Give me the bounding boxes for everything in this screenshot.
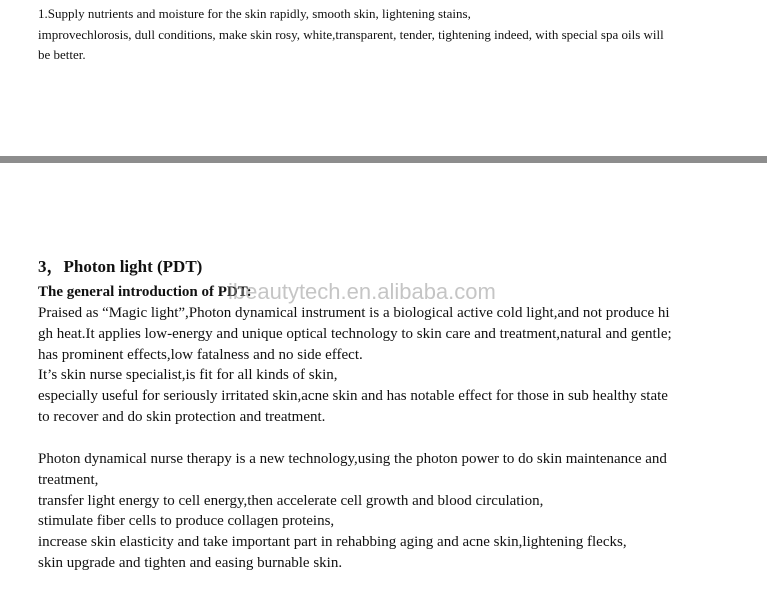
watermark: ibeautytech.en.alibaba.com (228, 279, 496, 304)
paragraph-line: be better. (38, 47, 86, 62)
body-block-intro (38, 303, 728, 428)
body-line: It’s skin nurse specialist,is fit for all kinds of skin, (38, 367, 338, 384)
body-line: to recover and do skin protection and treatment. (38, 408, 326, 425)
body-line: gh heat.It applies low-energy and unique optical technology to skin care and treatment,natural and gentle; (38, 325, 672, 342)
section-divider (0, 156, 767, 163)
body-line: treatment, (38, 471, 99, 488)
body-line: stimulate fiber cells to produce collagen proteins, (38, 513, 335, 530)
body-line: Praised as “Magic light”,Photon dynamical instrument is a biological active cold light,and not produce hi (38, 305, 670, 321)
paragraph-line: 1.Supply nutrients and moisture for the skin rapidly, smooth skin, lightening stains, (38, 6, 471, 21)
section-heading: 3，Photon light (PDT) (38, 257, 203, 276)
body-line: especially useful for seriously irritated skin,acne skin and has notable effect for those in sub healthy state (38, 388, 668, 405)
body-line: transfer light energy to cell energy,then accelerate cell growth and blood circulation, (38, 492, 544, 509)
body-line: has prominent effects,low fatalness and no side effect. (38, 346, 363, 363)
body-block-therapy (38, 449, 728, 574)
paragraph-line: improvechlorosis, dull conditions, make skin rosy, white,transparent, tender, tightening indeed, with special spa oils will (38, 26, 664, 42)
intro-heading: The general introduction of PDT: (38, 284, 252, 300)
body-line: increase skin elasticity and take important part in rehabbing aging and acne skin,lightening flecks, (38, 534, 627, 551)
top-paragraph (38, 4, 738, 66)
body-line: Photon dynamical nurse therapy is a new technology,using the photon power to do skin maintenance and (38, 451, 667, 467)
body-line: skin upgrade and tighten and easing burnable skin. (38, 554, 343, 571)
